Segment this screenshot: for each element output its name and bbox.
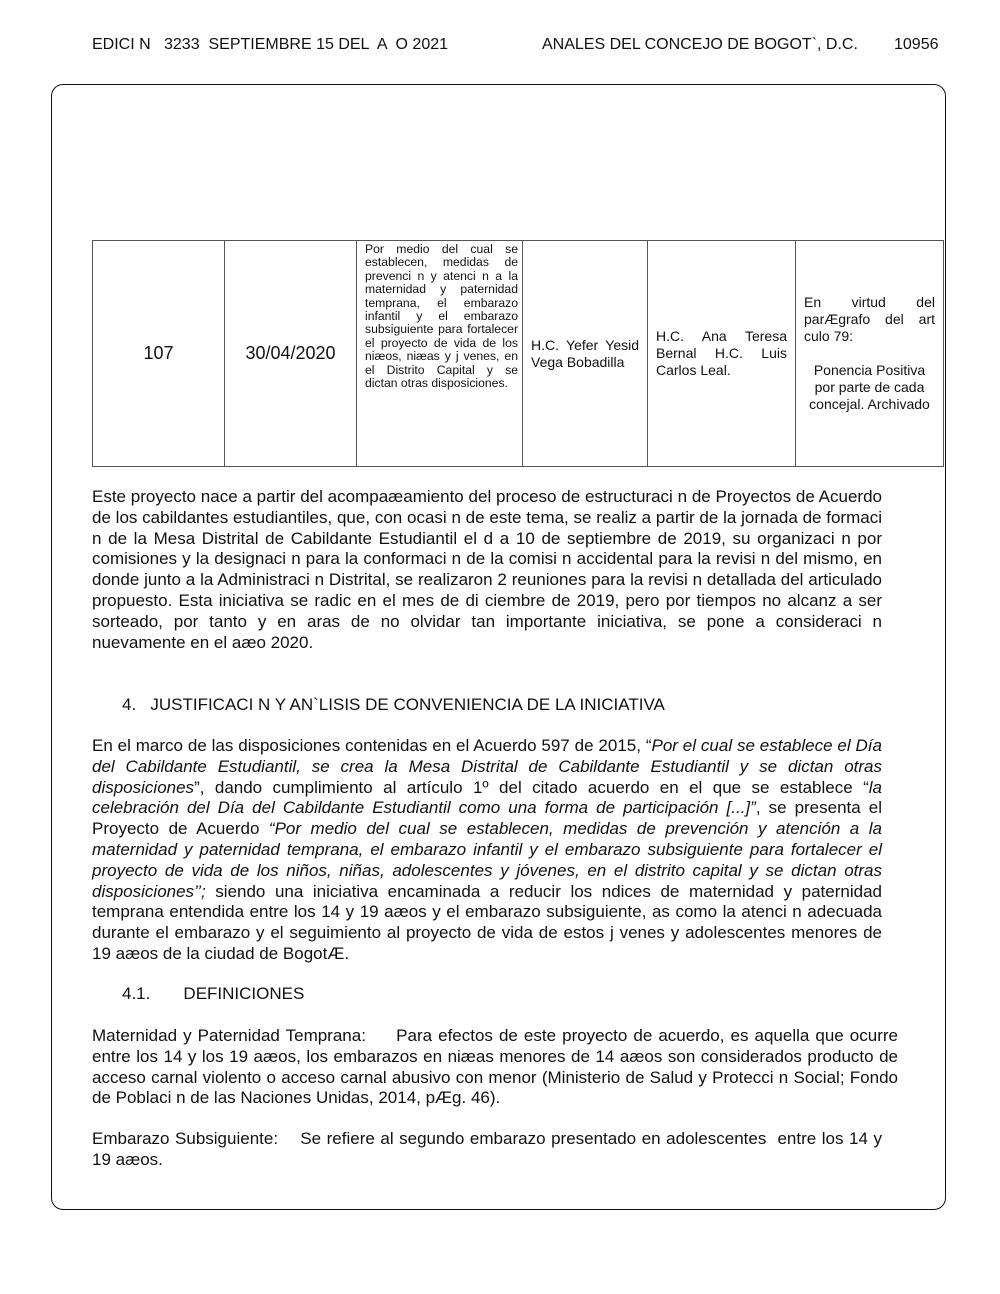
- text-run: , se presenta el Proyecto de Acuerdo: [92, 798, 882, 839]
- section-heading-definitions: 4.1. DEFINICIONES: [122, 984, 305, 1003]
- italic-run: Por el cual se establece el Día del Cabildante Estudiantil, se crea la Mesa Distrital de Cabildante Estudiantil y se dictan otras disposiciones: [92, 736, 882, 797]
- header-edition: EDICI N 3233 SEPTIEMBRE 15 DEL A O 2021: [92, 36, 449, 53]
- project-ponentes: H.C. Ana Teresa Bernal H.C. Luis Carlos Leal.: [648, 241, 796, 467]
- page-number: 10956: [894, 36, 939, 53]
- project-number: 107: [93, 241, 225, 467]
- status-basis: En virtud del parÆgrafo del art culo 79:: [804, 294, 935, 344]
- table-row: [93, 241, 944, 467]
- text-run: ”, dando cumplimiento al artículo 1º del citado acuerdo en el que se establece “: [194, 777, 869, 797]
- status-result: Ponencia Positiva por parte de cada concejal. Archivado: [809, 362, 930, 412]
- project-status: [796, 241, 944, 467]
- definition-subsequent-pregnancy: Embarazo Subsiguiente: Se refiere al segundo embarazo presentado en adolescentes entre los 14 y 19 aæos.: [92, 1129, 887, 1169]
- section-heading-justification: 4. JUSTIFICACI N Y AN`LISIS DE CONVENIENCIA DE LA INICIATIVA: [122, 695, 665, 714]
- text-run: siendo una iniciativa encaminada a reducir los ndices de maternidad y paternidad temprana entendida entre los 14 y 19 aæos y el embarazo subsiguiente, as como la atenci n adecuada durante el embarazo y el seguimiento al proyecto de vida de estos j venes y adolescentes menores de 19 aæos de la ciudad de BogotÆ.: [92, 881, 882, 963]
- project-author: H.C. Yefer Yesid Vega Bobadilla: [523, 241, 648, 467]
- text-run: En el marco de las disposiciones contenidas en el Acuerdo 597 de 2015, “: [92, 736, 652, 755]
- definition-early-parenthood: Maternidad y Paternidad Temprana: Para efectos de este proyecto de acuerdo, es aquella que ocurre entre los 14 y los 19 aæos, los embarazos en niæas menores de 14 aæos son considerados producto de acceso carnal violento o acceso carnal abusivo con menor (Ministerio de Salud y Protecci n Social; Fondo de Poblaci n de las Naciones Unidas, 2014, pÆg. 46).: [92, 1026, 903, 1108]
- project-table: [92, 240, 944, 467]
- project-date: 30/04/2020: [225, 241, 357, 467]
- italic-run: “Por medio del cual se establecen, medidas de prevención y atención a la maternidad y paternidad temprana, el embarazo infantil y el embarazo subsiguiente para fortalecer el proyecto de vida de los niños, niñas, adolescentes y jóvenes, en el distrito capital y se dictan otras disposiciones’’;: [92, 819, 882, 901]
- paragraph-background: Este proyecto nace a partir del acompaæamiento del proceso de estructuraci n de Proyectos de Acuerdo de los cabildantes estudiantiles, que, con ocasi n de este tema, se realiz a partir de la jornada de formaci n de la Mesa Distrital de Cabildante Estudiantil el d a 10 de septiembre de 2019, su organizaci n por comisiones y la designaci n para la conformaci n de la comisi n accidental para la revisi n del mismo, en donde junto a la Administraci n Distrital, se realizaron 2 reuniones para la revisi n detallada del articulado propuesto. Esta iniciativa se radic en el mes de di ciembre de 2019, pero por tiempos no alcanz a ser sorteado, por tanto y en aras de no olvidar tan importante iniciativa, se pone a consideraci n nuevamente en el aæo 2020.: [92, 487, 882, 652]
- paragraph-justification: [92, 736, 882, 965]
- header-publication: ANALES DEL CONCEJO DE BOGOT`, D.C.: [542, 36, 858, 53]
- italic-run: la celebración del Día del Cabildante Estudiantil como una forma de participación [...]”: [92, 777, 882, 818]
- project-description: Por medio del cual se establecen, medidas de prevenci n y atenci n a la maternidad y paternidad temprana, el embarazo infantil y el embarazo subsiguiente para fortalecer el proyecto de vida de los niæos, niæas y j venes, en el Distrito Capital y se dictan otras disposiciones.: [357, 241, 523, 467]
